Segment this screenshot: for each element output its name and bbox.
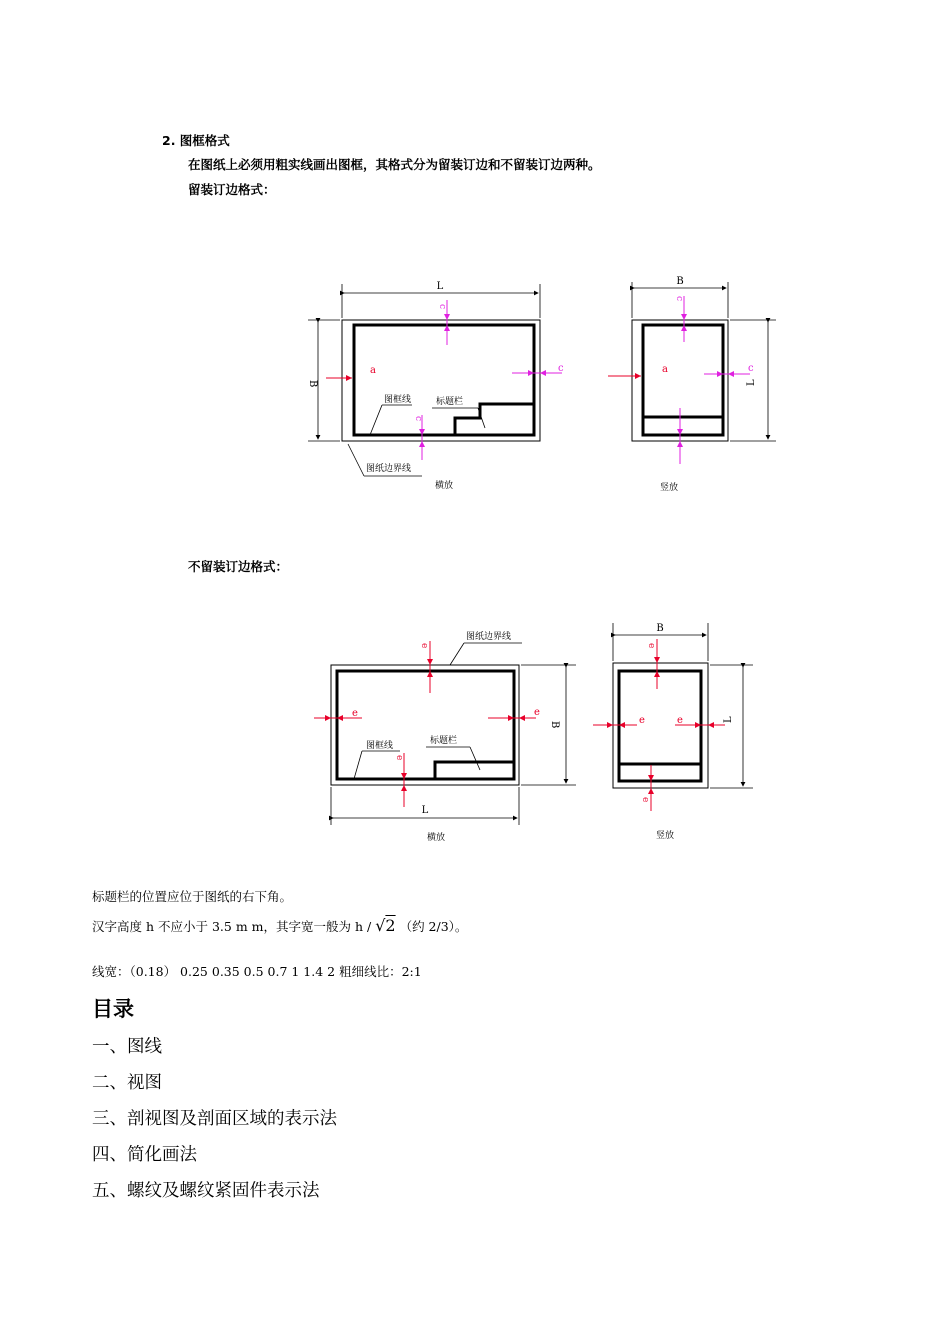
sqrt-symbol: √2 — [375, 916, 396, 935]
caption-landscape: 横放 — [434, 481, 454, 491]
dim-L: L — [723, 716, 734, 723]
note-title-block-position: 标题栏的位置应位于图纸的右下角。 — [92, 889, 293, 904]
toc-item[interactable]: 三、剖视图及剖面区域的表示法 — [92, 1109, 337, 1129]
caption-landscape: 横放 — [426, 833, 446, 843]
label-title-block: 标题栏 — [436, 397, 464, 407]
binding-portrait-diagram — [600, 270, 790, 500]
caption-portrait: 竖放 — [660, 483, 679, 493]
nobinding-landscape-diagram — [300, 625, 600, 850]
title-block — [435, 762, 514, 779]
dim-e-top: e — [646, 643, 656, 649]
title-block — [455, 404, 534, 435]
dim-B: B — [676, 276, 684, 287]
dim-L: L — [436, 281, 444, 292]
toc-item[interactable]: 一、图线 — [92, 1037, 162, 1057]
note-font-height-prefix: 汉字高度 h 不应小于 3.5 m m，其字宽一般为 h / — [92, 919, 372, 934]
toc-title: 目录 — [92, 997, 134, 1021]
dim-L: L — [421, 805, 429, 816]
dim-B: B — [656, 623, 664, 634]
section-intro: 在图纸上必须用粗实线画出图框，其格式分为留装订边和不留装订边两种。 — [188, 157, 601, 172]
dim-e-bottom: e — [640, 797, 650, 803]
label-frame-line: 图框线 — [366, 741, 394, 751]
binding-landscape-diagram — [300, 270, 600, 500]
sheet-border — [331, 665, 519, 785]
toc-item[interactable]: 五、螺纹及螺纹紧固件表示法 — [92, 1181, 320, 1201]
dim-a: a — [370, 365, 376, 376]
dim-e-right: e — [534, 707, 540, 718]
nobinding-format-label: 不留装订边格式： — [188, 559, 289, 574]
sheet-border — [342, 320, 540, 441]
dim-a: a — [662, 364, 668, 375]
section-heading: 2. 图框格式 — [162, 133, 230, 148]
dim-e-top: e — [419, 643, 429, 649]
dim-c-right: c — [558, 363, 564, 374]
label-title-block: 标题栏 — [430, 736, 458, 746]
drawing-frame — [354, 325, 534, 435]
dim-e-left: e — [352, 708, 358, 719]
dim-e-left: e — [639, 715, 645, 726]
dim-c-top: c — [674, 296, 684, 302]
dim-e-right: e — [677, 715, 683, 726]
binding-format-label: 留装订边格式： — [188, 182, 276, 197]
note-line-width: 线宽：（0.18） 0.25 0.35 0.5 0.7 1 1.4 2 粗细线比：2:1 — [92, 964, 422, 979]
dim-c-bottom: c — [413, 416, 423, 422]
dim-c-right: c — [748, 363, 754, 374]
dim-B: B — [307, 380, 318, 388]
label-sheet-border: 图纸边界线 — [366, 464, 412, 474]
dim-c-top: c — [437, 304, 447, 310]
note-font-height — [92, 916, 467, 935]
dim-e-bottom: e — [394, 755, 404, 761]
label-frame-line: 图框线 — [384, 395, 412, 405]
nobinding-portrait-diagram — [585, 615, 770, 850]
toc-item[interactable]: 二、视图 — [92, 1073, 162, 1093]
dim-L: L — [746, 379, 757, 386]
toc-item[interactable]: 四、简化画法 — [92, 1145, 197, 1165]
label-sheet-border: 图纸边界线 — [466, 632, 512, 642]
dim-B: B — [549, 721, 560, 729]
caption-portrait: 竖放 — [655, 831, 675, 841]
note-font-height-suffix: （约 2/3）。 — [399, 919, 468, 934]
